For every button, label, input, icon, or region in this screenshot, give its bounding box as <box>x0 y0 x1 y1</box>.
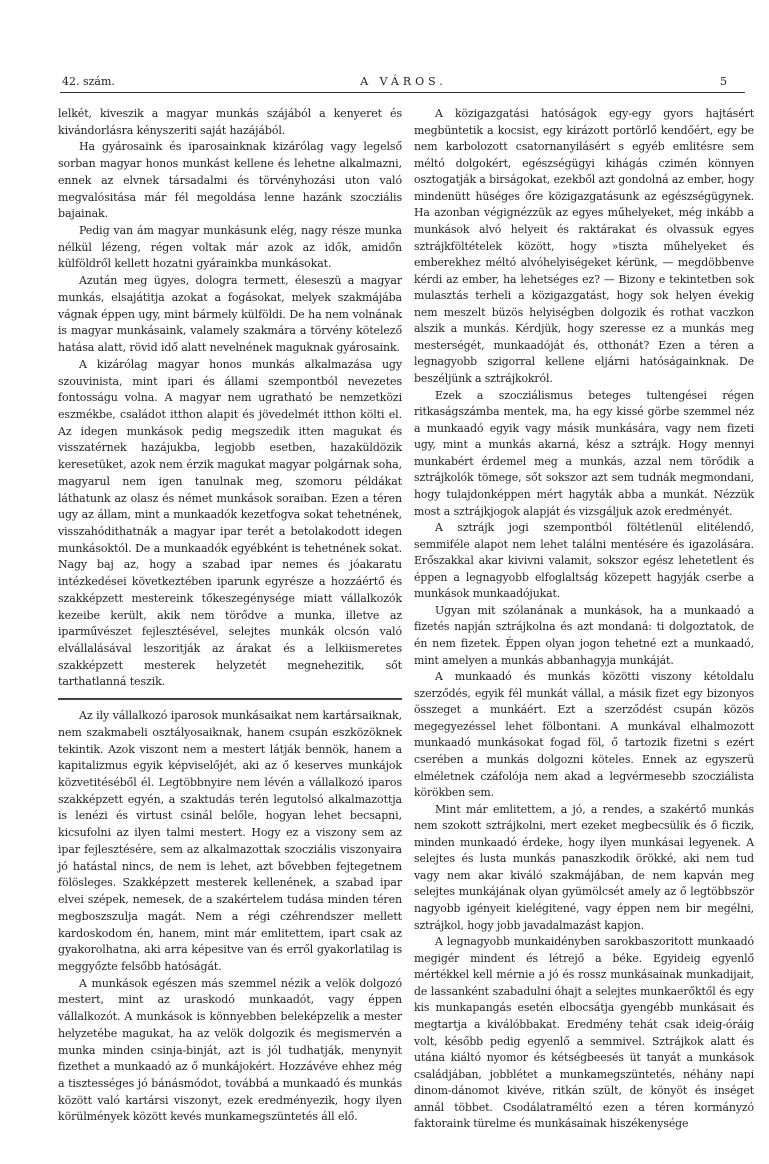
paragraph: Ezek a szocziálismus beteges tultengései régen ritkaságszámba mentek, ma, ha egy kissé görbe szemmel néz a munkaadó egyik vagy másik munkására, vagy nem fizeti ugy, mint a munkás akarná, kész a sztrájk. Hogy mennyi munkabért érdemel meg a munkás, azzal nem törődik a sztrájkolók tömege, sőt sokszor azt sem tudnák megmondani, hogy tulajdonképpen mért hagyták abba a munkát. Nézzük most a sztrájkjogok alapját és vizsgáljuk azok eredményét. <box>414 388 754 518</box>
paragraph: A közigazgatási hatóságok egy-egy gyors hajtásért megbüntetik a kocsist, egy kirázott portörlő kendőért, egy be nem karbolozott csatornanyilásért s egyéb emlitésre sem méltó dolgokért, egészségügyi kihágás czimén könnyen osztogatják a birságokat, ezekből azt gondolná az ember, hogy mindenütt hüséges őre közigazgatásunk az egészségügynek. Ha azonban végignézzük az egyes műhelyeket, még inkább a munkások alvó helyeit és raktárakat és olvassuk egyes sztrájkföltételek között, hogy »tiszta műhelyeket és emberekhez méltó alvóhelyiségeket kérünk, — megdöbbenve kérdi az ember, ha lehetséges ez? — Bizony e tekintetben sok mulasztás terheli a közigazgatást, hogy sok helyen évekig nem meszelt büzös helyiségben dolgozik és rothat vaczkon alszik a munkás. Kérdjük, hogy szeresse ez a munkás meg mesterségét, munkaadóját és, otthonát? Ezen a téren a legnagyobb szigorral kellene eljárni hatóságainknak. De beszéljünk a sztrájkokról. <box>414 107 754 385</box>
paragraph: Ugyan mit szólanának a munkások, ha a munkaadó a fizetés napján sztrájkolna és azt mondaná: ti dolgoztatok, de én nem fizetek. Éppen olyan jogon tehetné ezt a munkaadó, mint amelyen a munkás abbanhagyja munkáját. <box>414 603 754 667</box>
paragraph: Ha gyárosaink és iparosainknak kizárólag vagy legelső sorban magyar honos munkást kellene és lehetne alkalmazni, ennek az elvnek társadalmi és törvényhozási uton való megvalósitása már fél megoldása lenne hazánk szocziális bajainak. <box>58 140 402 221</box>
paragraph: A kizárólag magyar honos munkás alkalmazása ugy szouvinista, mint ipari és állami szempontból nevezetes fontosságu volna. A magyar nem ugratható be nemzetközi eszmékbe, családot itthon alapit és jövedelmét itthon költi el. Az idegen munkások pedig megszedik itten magukat és visszatérnek hazájukba, legjobb esetben, hazaküldözik keresetüket, azok nem érzik magukat magyar polgárnak soha, magyarul nem igen tanulnak meg, szomoru példákat láthatunk az olasz és német munkások soraiban. Ezen a téren ugy az állam, mint a munkaadók kezetfogva sokat tehetnének, visszahódithatnák a magyar ipar terét a betolakodott idegen munkásoktól. De a munkaadók egyébként is tehetnének sokat. Nagy baj az, hogy a szabad ipar nemes és jóakaratu intézkedései következtében iparunk egyrésze a hozzáértő és szakképzett mestereink tőkeszegénysége miatt vállalkozók kezeibe került, akik nem törődve a munka, illetve az iparművészet fejlesztésével, selejtes munkák olcsón való elvállalásával leszoritják az árakat és a lelkiismeretes szakképzett mesterek helyzetét megnehezitik, sőt tarthatlanná teszik. <box>58 357 402 689</box>
paragraph: Pedig van ám magyar munkásunk elég, nagy része munka nélkül lézeng, régen voltak már azok az idők, amidőn külföldről kellett hozatni gyárainkba munkásokat. <box>58 224 402 271</box>
header-rule <box>60 92 745 93</box>
paragraph: A munkások egészen más szemmel nézik a velök dolgozó mestert, mint az uraskodó munkaadót, vagy éppen vállalkozót. A munkások is könnyebben beleképzelik a mester helyzetébe magukat, ha az velök dolgozik és megismervén a munka minden csinja-binját, azt is jól tudhatják, menynyit fizethet a munkaadó az ő munkájokért. Hozzávéve ehhez még a tisztességes jó bánásmódot, továbbá a munkaadó és munkás között való kartársi viszonyt, ezek eredményezik, hogy ilyen körülmények között kevés munkamegszüntetés áll elő. <box>58 976 402 1124</box>
paragraph: A sztrájk jogi szempontból föltétlenül elitélendő, semmiféle alapot nem lehet találni mentésére és igazolására. Erőszakkal akar kivivni valamit, sokszor egész lehetetlent és éppen a legnagyobb elfoglaltság közepett hagyják cserbe a munkások munkaadójukat. <box>414 521 754 601</box>
section-divider <box>58 691 402 708</box>
page-header <box>60 74 747 90</box>
page-number: 5 <box>720 75 727 88</box>
left-column <box>58 106 402 1126</box>
paragraph: A munkaadó és munkás közötti viszony kétoldalu szerződés, egyik fél munkát vállal, a másik fizet egy bizonyos összeget a munkáért. Ezt a szerződést csupán közös megegyezéssel lehet fölbontani. A munkával elhalmozott munkaadó munkásokat fogad föl, ő tartozik fizetni s ezért cserében a munkás dolgozni köteles. Ennek az egyszerü elméletnek czáfolója nem akad a legvérmesebb szocziálista körökben sem. <box>414 670 754 800</box>
right-column <box>414 106 754 1133</box>
paragraph: lelkét, kiveszik a magyar munkás szájából a kenyeret és kivándorlásra kényszeriti saját hazájából. <box>58 107 402 137</box>
publication-title: A VÁROS. <box>360 75 447 88</box>
paragraph: Az ily vállalkozó iparosok munkásaikat nem kartársaiknak, nem szakmabeli osztályosaiknak, hanem csupán eszközöknek tekintik. Azok viszont nem a mestert látják bennök, hanem a kapitalizmus egyik képviselőjét, aki az ő keserves munkájok közvetitéséből él. Legtöbbnyire nem lévén a vállalkozó iparos szakképzett egyén, a szaktudás terén legutolsó alkalmazottja is lenézi és virtust csinál belőle, hogyan lehet becsapni, kicsufolni az ilyen talmi mestert. Hogy ez a viszony sem az ipar fejlesztésére, sem az alkalmazottak szocziális viszonyaira jó hatástal nincs, de nem is lehet, azt bővebben fejtegetnem fölösleges. Szakképzett mesterek kellenének, a szabad ipar elvei szépek, nemesek, de a szakértelem tudása minden téren megboszszulja magát. Nem a régi czéhrendszer mellett kardoskodom én, hanem, mint már emlitettem, ipart csak az gyakorolhatna, aki arra képesitve van és erről gyakorlatilag is meggyőzte felsőbb hatóságát. <box>58 709 402 973</box>
paragraph: Mint már emlitettem, a jó, a rendes, a szakértő munkás nem szokott sztrájkolni, mert ezeket megbecsülik és ő ficzik, minden munkaadó érdeke, hogy ilyen munkásai legyenek. A selejtes és lusta munkás panaszkodik örökké, aki nem tud vagy nem akar kiváló szakmájában, de nem kapván meg selejtes munkájának olyan gyümölcsét amely az ő legtöbbször nagyobb igényeit kielégitené, vagy éppen nem bir megélni, sztrájkol, hogy jobb javadalmazást kapjon. <box>414 802 754 932</box>
paragraph: Azután meg ügyes, dologra termett, éleseszü a magyar munkás, elsajátitja azokat a fogásokat, melyek szakmájába vágnak éppen ugy, mint bármely külföldi. De ha nem volnának is magyar munkásaink, valamely szakmára a törvény kötelező hatása alatt, rövid idő alatt nevelnének maguknak gyárosaink. <box>58 274 402 355</box>
paragraph: A legnagyobb munkaidényben sarokbaszoritott munkaadó megigér mindent és létrejő a béke. Egyideig egyenlő mértékkel kell mérnie a jó és rossz munkásainak munkadijait, de lassanként szabadulni óhajt a selejtes munkaerőktől és egy kis munkapangás esetén elbocsátja gyengébb munkásait és megtartja a kiválóbbakat. Eredmény tehát csak ideig-óráig volt, később pedig egyenlő a semmivel. Sztrájkok alatt és utána kiáltó nyomor és kétségbeesés üt tanyát a munkások családjában, jobblétet a munkamegszüntetés, néhány napi dinom-dánomot kivéve, ritkán szült, de könyöt és inséget annál többet. Csodálatraméltó ezen a téren kormányzó faktoraink türelme és munkásainak hiszékenysége <box>414 935 754 1131</box>
issue-number: 42. szám. <box>62 75 115 88</box>
